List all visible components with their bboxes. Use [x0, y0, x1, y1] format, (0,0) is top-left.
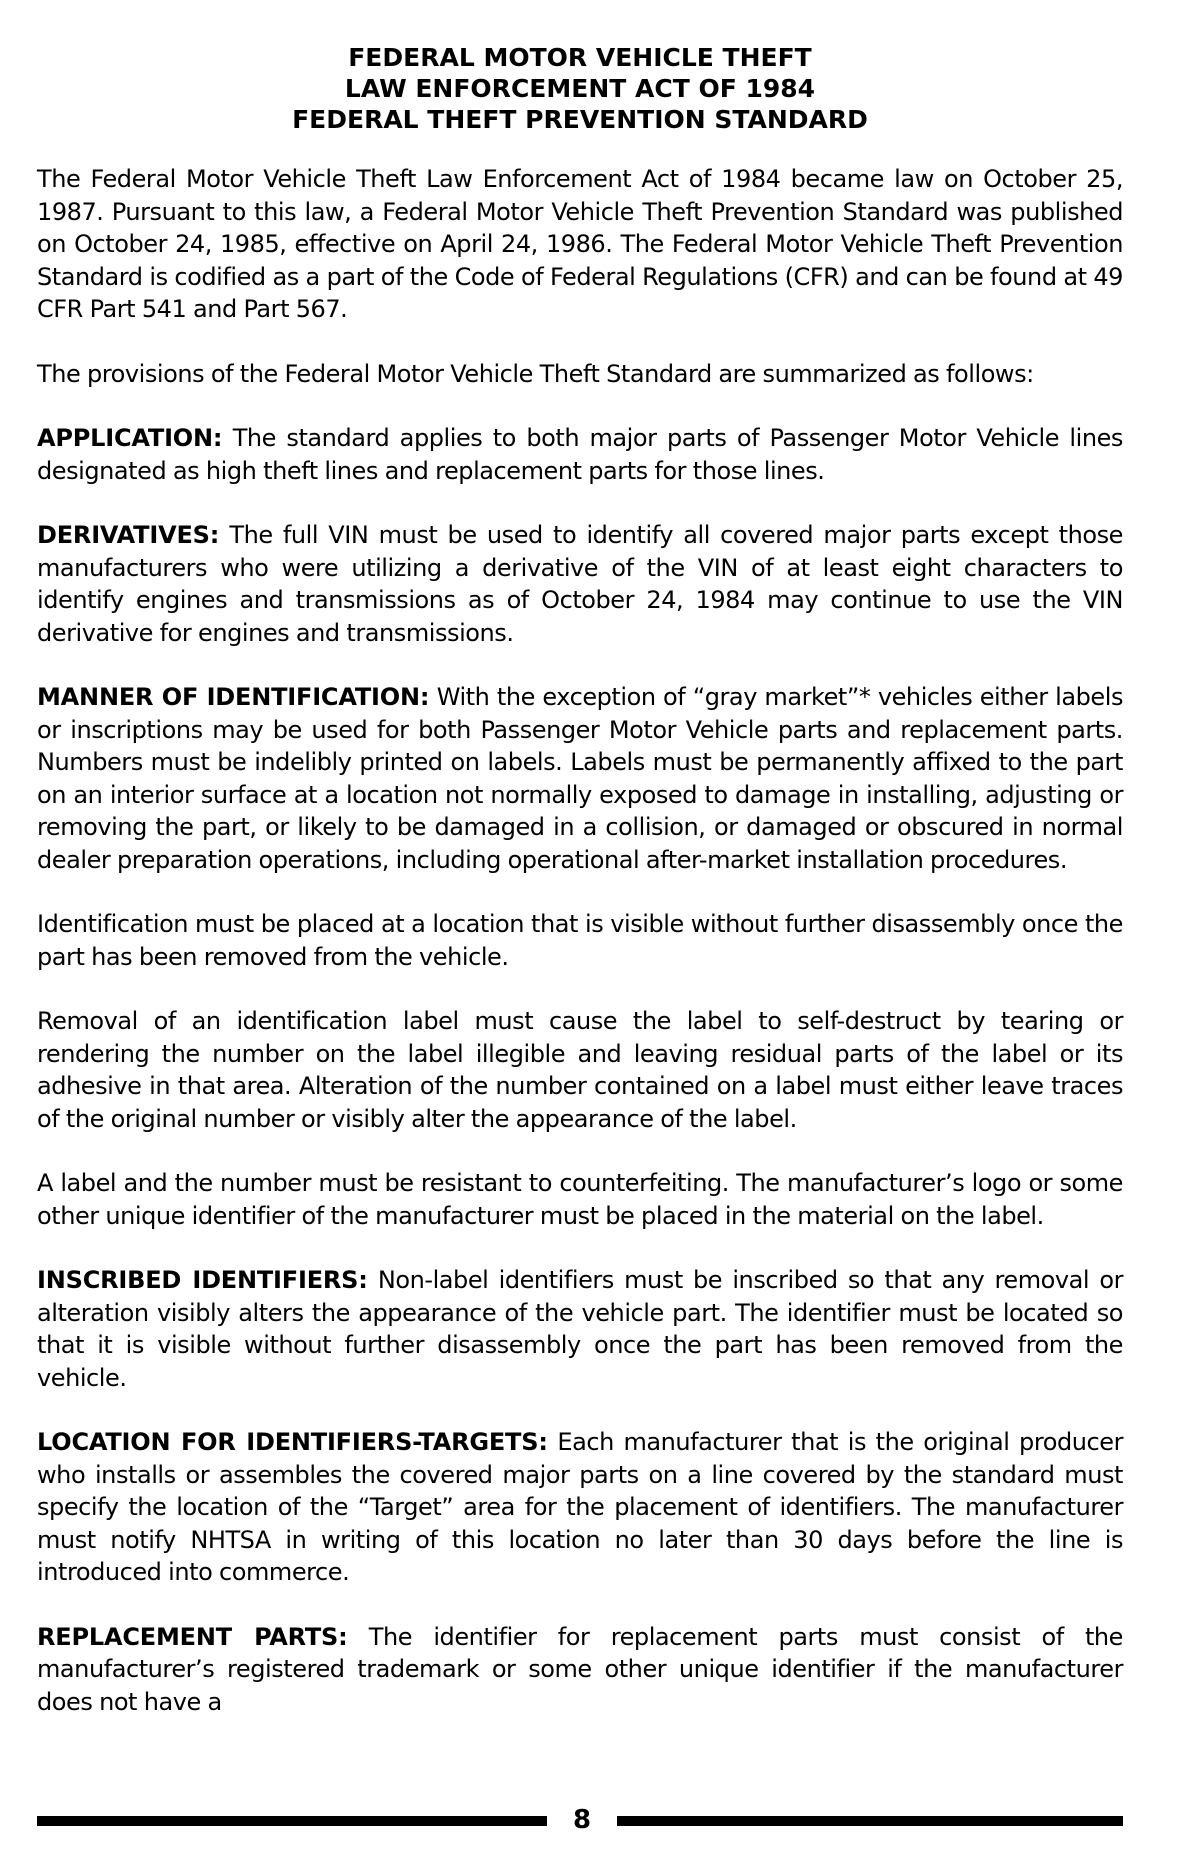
derivatives-heading: DERIVATIVES: [37, 521, 220, 549]
manner-heading: MANNER OF IDENTIFICATION: [37, 683, 430, 711]
inscribed-text: Non-label identifiers must be inscribed so that any removal or alteration visibly alters the appearance of the vehicle part. The identifier must be located so that it is visible without further disassembly once the part has been removed from the vehicle. [37, 1266, 1123, 1392]
location-heading: LOCATION FOR IDENTIFIERS-TARGETS: [37, 1428, 548, 1456]
inscribed-heading: INSCRIBED IDENTIFIERS: [37, 1266, 368, 1294]
page-footer [37, 1800, 1123, 1836]
replacement-paragraph [37, 1621, 1123, 1719]
replacement-text: The identifier for replacement parts must consist of the manufacturer’s registered trademark or some other unique identifier if the manufacturer does not have a [37, 1622, 1123, 1716]
manner-text: With the exception of “gray market”* vehicles either labels or inscriptions may be used for both Passenger Motor Vehicle parts and replacement parts. Numbers must be indelibly printed on labels. Labels must be permanently affixed to the part on an interior surface at a location not normally exposed to damage in installing, adjusting or removing the part, or likely to be damaged in a collision, or damaged or obscured in normal dealer preparation operations, including operational after-market installation procedures. [37, 683, 1123, 874]
page-number: 8 [572, 1805, 592, 1835]
footer-rule-right [617, 1816, 1123, 1826]
removal-paragraph: Removal of an identification label must cause the label to self-destruct by tearing or rendering the number on the label illegible and leaving residual parts of the label or its adhesive in that area. Alteration of the number contained on a label must either leave traces of the original number or visibly alter the appearance of the label. [37, 1007, 1123, 1133]
application-text: The standard applies to both major parts of Passenger Motor Vehicle lines designated as high theft lines and replacement parts for those lines. [37, 424, 1123, 485]
replacement-heading: REPLACEMENT PARTS: [37, 1622, 348, 1651]
title-line-1: FEDERAL MOTOR VEHICLE THEFT [348, 43, 812, 72]
manner-paragraph [37, 681, 1123, 876]
location-text: Each manufacturer that is the original producer who installs or assembles the covered major parts on a line covered by the standard must specify the location of the “Target” area for the placement of identifiers. The manufacturer must notify NHTSA in writing of this location no later than 30 days before the line is introduced into commerce. [37, 1428, 1123, 1586]
application-paragraph [37, 422, 1123, 487]
title-line-3: FEDERAL THEFT PREVENTION STANDARD [292, 105, 868, 134]
summary-paragraph: The provisions of the Federal Motor Vehicle Theft Standard are summarized as follows: [37, 359, 1034, 388]
visible-paragraph: Identification must be placed at a location that is visible without further disassembly once the part has been removed from the vehicle. [37, 910, 1123, 971]
application-heading: APPLICATION: [37, 424, 223, 452]
title-line-2: LAW ENFORCEMENT ACT OF 1984 [344, 74, 816, 103]
intro-paragraph: The Federal Motor Vehicle Theft Law Enforcement Act of 1984 became law on October 25, 1987. Pursuant to this law, a Federal Motor Vehicle Theft Prevention Standard was published on October 24, 1985, effective on April 24, 1986. The Federal Motor Vehicle Theft Prevention Standard is codified as a part of the Code of Federal Regulations (CFR) and can be found at 49 CFR Part 541 and Part 567. [37, 165, 1123, 323]
location-paragraph [37, 1426, 1123, 1589]
derivatives-paragraph [37, 519, 1123, 649]
footer-rule-left [37, 1816, 547, 1826]
inscribed-paragraph [37, 1264, 1123, 1394]
document-page [37, 42, 1123, 1750]
page-title [37, 42, 1123, 135]
counterfeit-paragraph: A label and the number must be resistant to counterfeiting. The manufacturer’s logo or some other unique identifier of the manufacturer must be placed in the material on the label. [37, 1169, 1123, 1230]
derivatives-text: The full VIN must be used to identify all covered major parts except those manufacturers who were utilizing a derivative of the VIN of at least eight characters to identify engines and transmissions as of October 24, 1984 may continue to use the VIN derivative for engines and transmissions. [37, 521, 1123, 647]
